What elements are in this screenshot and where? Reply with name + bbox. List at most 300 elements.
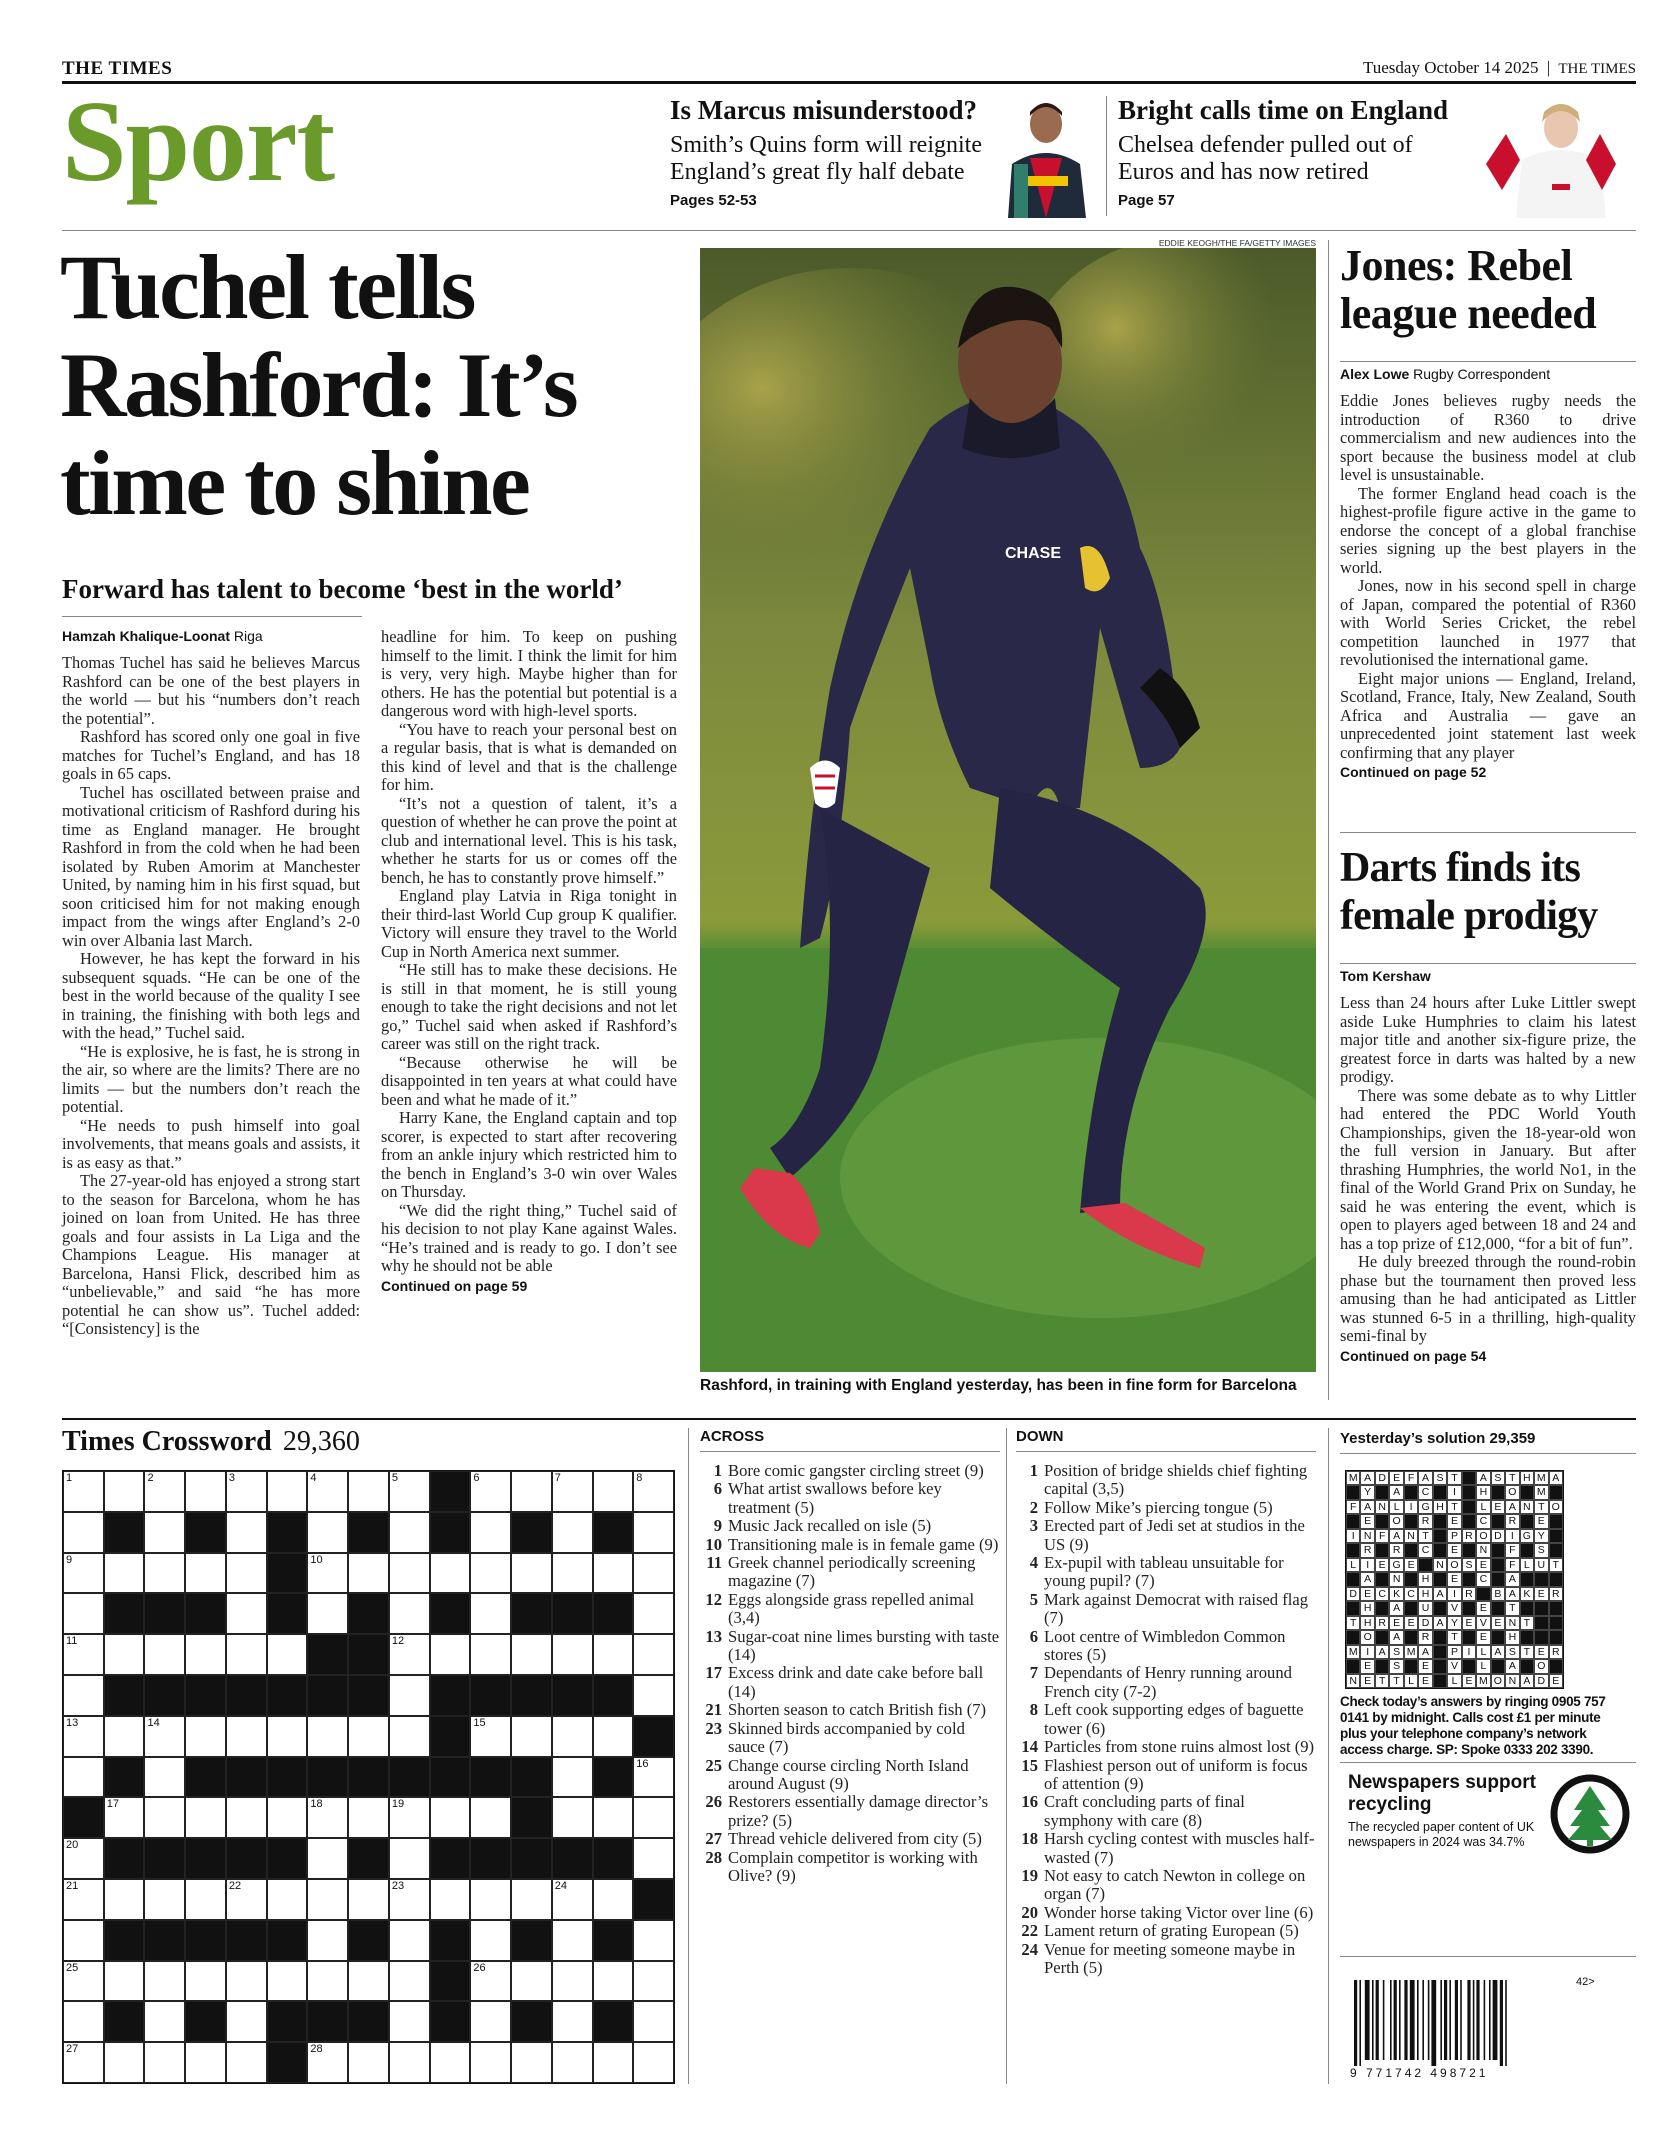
grid-cell[interactable] bbox=[307, 1961, 348, 2002]
solution-letter: G bbox=[1418, 1500, 1432, 1514]
grid-cell[interactable] bbox=[144, 2042, 185, 2083]
grid-block bbox=[185, 1593, 226, 1634]
crossword-grid[interactable] bbox=[62, 1470, 675, 2084]
across-clue[interactable] bbox=[700, 1462, 1000, 1480]
grid-cell[interactable] bbox=[63, 1838, 104, 1879]
teaser-pages: Page 57 bbox=[1118, 192, 1175, 209]
grid-cell[interactable] bbox=[348, 1879, 389, 1920]
grid-block bbox=[226, 1920, 267, 1961]
grid-cell[interactable] bbox=[511, 1553, 552, 1594]
grid-cell[interactable] bbox=[389, 1675, 430, 1716]
grid-cell[interactable] bbox=[144, 1471, 185, 1512]
solution-letter: M bbox=[1346, 1471, 1360, 1485]
grid-cell[interactable] bbox=[593, 1961, 634, 2002]
solution-letter: A bbox=[1476, 1471, 1490, 1485]
masthead-paper-right: THE TIMES bbox=[1558, 61, 1636, 77]
down-clue[interactable] bbox=[1016, 1554, 1316, 1591]
grid-cell[interactable] bbox=[104, 1716, 145, 1757]
jones-byline: Alex Lowe Rugby Correspondent bbox=[1340, 366, 1551, 382]
masthead-paper-name: THE TIMES bbox=[62, 58, 173, 79]
grid-cell[interactable] bbox=[593, 1716, 634, 1757]
recycling-title: Newspapers support recycling bbox=[1348, 1772, 1536, 1815]
grid-cell[interactable] bbox=[511, 1471, 552, 1512]
down-clue[interactable] bbox=[1016, 1904, 1316, 1922]
grid-cell[interactable] bbox=[307, 1553, 348, 1594]
grid-cell[interactable] bbox=[267, 1797, 308, 1838]
main-byline: Hamzah Khalique-Loonat Riga bbox=[62, 628, 263, 644]
grid-cell[interactable] bbox=[104, 1634, 145, 1675]
grid-cell[interactable] bbox=[633, 1961, 674, 2002]
solution-letter: T bbox=[1389, 1674, 1403, 1688]
solution-letter: T bbox=[1505, 1601, 1519, 1615]
solution-letter: T bbox=[1418, 1529, 1432, 1543]
across-clue[interactable] bbox=[700, 1830, 1000, 1848]
grid-block bbox=[144, 1920, 185, 1961]
jones-continued-link[interactable]: Continued on page 52 bbox=[1340, 764, 1487, 780]
solution-letter: N bbox=[1433, 1558, 1447, 1572]
clue-text: Change course circling North Island around August (9) bbox=[728, 1755, 969, 1793]
grid-cell[interactable] bbox=[144, 1634, 185, 1675]
grid-cell[interactable] bbox=[185, 1553, 226, 1594]
grid-cell[interactable] bbox=[593, 1797, 634, 1838]
grid-cell[interactable] bbox=[552, 2001, 593, 2042]
grid-cell[interactable] bbox=[511, 2042, 552, 2083]
solution-letter: T bbox=[1346, 1616, 1360, 1630]
barcode-bar bbox=[1383, 1980, 1385, 2060]
grid-cell[interactable] bbox=[267, 1634, 308, 1675]
grid-cell[interactable] bbox=[633, 2042, 674, 2083]
grid-cell[interactable] bbox=[511, 1961, 552, 2002]
grid-cell[interactable] bbox=[307, 1471, 348, 1512]
body-paragraph: Eight major unions — England, Ireland, Scotland, France, Italy, New Zealand, South Africa and Australia — gave an unprecedented joint statement last week confirming that any player bbox=[1340, 668, 1636, 762]
grid-cell[interactable] bbox=[633, 1757, 674, 1798]
clue-text: Venue for meeting someone maybe in Perth (5) bbox=[1044, 1939, 1296, 1977]
main-col-1 bbox=[62, 628, 360, 1339]
grid-cell[interactable] bbox=[226, 1716, 267, 1757]
solution-letter: A bbox=[1418, 1645, 1432, 1659]
body-paragraph: “It’s not a question of talent, it’s a question of whether he can prove the point at club and international level. This is his task, whether he starts for us or comes off the bench, he has to constantly prove himself.” bbox=[381, 793, 677, 887]
across-clue[interactable] bbox=[700, 1591, 1000, 1628]
body-paragraph: However, he has kept the forward in his subsequent squads. “He can be one of the best in the world because of the quality I see in training, the finishing with both legs and with the head,” Tuchel said. bbox=[62, 949, 360, 1042]
barcode-bar bbox=[1455, 1980, 1458, 2060]
across-clue[interactable] bbox=[700, 1480, 1000, 1517]
solution-letter: D bbox=[1534, 1674, 1548, 1688]
solution-block bbox=[1534, 1572, 1548, 1586]
grid-cell[interactable] bbox=[104, 1797, 145, 1838]
grid-cell[interactable] bbox=[104, 1961, 145, 2002]
grid-cell[interactable] bbox=[389, 1879, 430, 1920]
grid-cell[interactable] bbox=[552, 1757, 593, 1798]
down-clue[interactable] bbox=[1016, 1941, 1316, 1978]
grid-cell[interactable] bbox=[104, 1553, 145, 1594]
grid-cell[interactable] bbox=[430, 1879, 471, 1920]
grid-cell[interactable] bbox=[348, 1961, 389, 2002]
grid-block bbox=[144, 1838, 185, 1879]
darts-continued-link[interactable]: Continued on page 54 bbox=[1340, 1347, 1487, 1364]
across-clue[interactable] bbox=[700, 1536, 1000, 1554]
grid-cell[interactable] bbox=[633, 1838, 674, 1879]
grid-cell[interactable] bbox=[470, 1879, 511, 1920]
grid-cell[interactable] bbox=[185, 1634, 226, 1675]
grid-cell[interactable] bbox=[552, 1920, 593, 1961]
grid-cell[interactable] bbox=[104, 1471, 145, 1512]
grid-cell[interactable] bbox=[226, 1553, 267, 1594]
solution-letter: H bbox=[1520, 1471, 1534, 1485]
grid-cell[interactable] bbox=[470, 1920, 511, 1961]
across-clue[interactable] bbox=[700, 1720, 1000, 1757]
grid-cell[interactable] bbox=[63, 1920, 104, 1961]
solution-block bbox=[1549, 1514, 1563, 1528]
grid-cell[interactable] bbox=[348, 1716, 389, 1757]
grid-cell[interactable] bbox=[307, 1593, 348, 1634]
solution-letter: A bbox=[1505, 1500, 1519, 1514]
solution-letter: Y bbox=[1360, 1485, 1374, 1499]
grid-block bbox=[307, 2001, 348, 2042]
grid-cell[interactable] bbox=[63, 2042, 104, 2083]
solution-letter: U bbox=[1418, 1601, 1432, 1615]
grid-block bbox=[307, 1675, 348, 1716]
grid-cell[interactable] bbox=[63, 1593, 104, 1634]
grid-cell[interactable] bbox=[552, 1961, 593, 2002]
standfirst-rule bbox=[62, 616, 362, 617]
grid-cell[interactable] bbox=[226, 2042, 267, 2083]
grid-cell[interactable] bbox=[226, 1593, 267, 1634]
grid-cell[interactable] bbox=[470, 1512, 511, 1553]
grid-cell[interactable] bbox=[552, 1879, 593, 1920]
grid-cell[interactable] bbox=[63, 1961, 104, 2002]
grid-block bbox=[470, 1838, 511, 1879]
grid-cell[interactable] bbox=[593, 1634, 634, 1675]
solution-letter: A bbox=[1433, 1616, 1447, 1630]
down-clue[interactable] bbox=[1016, 1738, 1316, 1756]
grid-cell[interactable] bbox=[307, 1838, 348, 1879]
grid-block bbox=[511, 1512, 552, 1553]
grid-cell[interactable] bbox=[470, 1634, 511, 1675]
clue-text: Shorten season to catch British fish (7) bbox=[728, 1700, 987, 1720]
solution-letter: I bbox=[1360, 1645, 1374, 1659]
grid-cell[interactable] bbox=[144, 1961, 185, 2002]
across-clue[interactable] bbox=[700, 1517, 1000, 1535]
solution-letter: E bbox=[1534, 1587, 1548, 1601]
grid-cell[interactable] bbox=[389, 1634, 430, 1675]
grid-cell[interactable] bbox=[267, 1961, 308, 2002]
grid-cell[interactable] bbox=[552, 1512, 593, 1553]
grid-cell[interactable] bbox=[633, 1920, 674, 1961]
solution-block bbox=[1375, 1572, 1389, 1586]
solution-block bbox=[1346, 1543, 1360, 1557]
shirt-sponsor: CHASE bbox=[1005, 545, 1062, 562]
grid-cell[interactable] bbox=[307, 1512, 348, 1553]
grid-cell[interactable] bbox=[185, 2042, 226, 2083]
solution-block bbox=[1346, 1630, 1360, 1644]
grid-cell[interactable] bbox=[63, 1471, 104, 1512]
grid-cell[interactable] bbox=[389, 1920, 430, 1961]
solution-letter: N bbox=[1346, 1674, 1360, 1688]
grid-cell[interactable] bbox=[470, 1716, 511, 1757]
grid-cell[interactable] bbox=[552, 1634, 593, 1675]
solution-block bbox=[1433, 1674, 1447, 1688]
grid-cell[interactable] bbox=[593, 2042, 634, 2083]
teaser-bright[interactable] bbox=[1118, 94, 1636, 218]
grid-cell[interactable] bbox=[185, 1797, 226, 1838]
grid-cell[interactable] bbox=[389, 1797, 430, 1838]
grid-block bbox=[552, 1838, 593, 1879]
across-clue[interactable] bbox=[700, 1793, 1000, 1830]
grid-cell[interactable] bbox=[144, 1757, 185, 1798]
grid-cell[interactable] bbox=[389, 1471, 430, 1512]
solution-block bbox=[1375, 1630, 1389, 1644]
grid-cell[interactable] bbox=[633, 1471, 674, 1512]
grid-cell[interactable] bbox=[633, 1593, 674, 1634]
solution-letter: F bbox=[1505, 1558, 1519, 1572]
solution-letter: N bbox=[1505, 1616, 1519, 1630]
crossword-header bbox=[62, 1426, 360, 1458]
grid-cell[interactable] bbox=[470, 1553, 511, 1594]
solution-letter: A bbox=[1418, 1471, 1432, 1485]
grid-cell[interactable] bbox=[63, 1512, 104, 1553]
clue-number: 2 bbox=[1029, 1497, 1038, 1517]
clue-number: 6 bbox=[713, 1479, 722, 1499]
grid-cell[interactable] bbox=[226, 1797, 267, 1838]
grid-cell[interactable] bbox=[104, 2042, 145, 2083]
solution-letter: K bbox=[1520, 1587, 1534, 1601]
grid-cell[interactable] bbox=[389, 2001, 430, 2042]
solution-letter: R bbox=[1462, 1529, 1476, 1543]
grid-cell[interactable] bbox=[389, 1716, 430, 1757]
grid-block bbox=[593, 1593, 634, 1634]
grid-cell[interactable] bbox=[267, 1716, 308, 1757]
grid-cell[interactable] bbox=[348, 2042, 389, 2083]
grid-cell[interactable] bbox=[389, 1838, 430, 1879]
grid-cell[interactable] bbox=[470, 1593, 511, 1634]
grid-block bbox=[267, 1593, 308, 1634]
solution-block bbox=[1520, 1514, 1534, 1528]
grid-block bbox=[511, 1920, 552, 1961]
grid-cell[interactable] bbox=[593, 1553, 634, 1594]
grid-block bbox=[348, 2001, 389, 2042]
across-clue[interactable] bbox=[700, 1664, 1000, 1701]
solution-block bbox=[1433, 1645, 1447, 1659]
grid-cell[interactable] bbox=[307, 1797, 348, 1838]
grid-cell[interactable] bbox=[348, 1471, 389, 1512]
grid-cell[interactable] bbox=[267, 1471, 308, 1512]
grid-cell[interactable] bbox=[470, 2042, 511, 2083]
grid-block bbox=[511, 1797, 552, 1838]
grid-cell[interactable] bbox=[633, 1634, 674, 1675]
grid-cell[interactable] bbox=[63, 1716, 104, 1757]
grid-cell[interactable] bbox=[226, 2001, 267, 2042]
grid-cell[interactable] bbox=[63, 1675, 104, 1716]
solution-letter: C bbox=[1476, 1514, 1490, 1528]
grid-cell[interactable] bbox=[63, 1634, 104, 1675]
barcode-bar bbox=[1428, 1980, 1430, 2060]
solution-block bbox=[1462, 1471, 1476, 1485]
grid-number: 18 bbox=[310, 1798, 323, 1811]
grid-cell[interactable] bbox=[144, 1879, 185, 1920]
grid-cell[interactable] bbox=[430, 2042, 471, 2083]
solution-letter: E bbox=[1491, 1616, 1505, 1630]
down-clue[interactable] bbox=[1016, 1757, 1316, 1794]
grid-cell[interactable] bbox=[389, 1961, 430, 2002]
grid-cell[interactable] bbox=[552, 1553, 593, 1594]
grid-cell[interactable] bbox=[144, 1716, 185, 1757]
down-clue[interactable] bbox=[1016, 1701, 1316, 1738]
grid-cell[interactable] bbox=[633, 1797, 674, 1838]
grid-cell[interactable] bbox=[389, 2042, 430, 2083]
grid-block bbox=[348, 1920, 389, 1961]
grid-cell[interactable] bbox=[593, 1471, 634, 1512]
grid-cell[interactable] bbox=[633, 2001, 674, 2042]
grid-cell[interactable] bbox=[633, 1675, 674, 1716]
down-clue[interactable] bbox=[1016, 1517, 1316, 1554]
grid-cell[interactable] bbox=[226, 1512, 267, 1553]
solution-block bbox=[1520, 1485, 1534, 1499]
across-clue[interactable] bbox=[700, 1628, 1000, 1665]
solution-block bbox=[1476, 1587, 1490, 1601]
across-clue[interactable] bbox=[700, 1757, 1000, 1794]
teaser-rashford[interactable] bbox=[670, 94, 1102, 218]
down-clue[interactable] bbox=[1016, 1830, 1316, 1867]
solution-divider bbox=[1328, 1428, 1329, 2084]
grid-cell[interactable] bbox=[470, 2001, 511, 2042]
down-clue[interactable] bbox=[1016, 1462, 1316, 1499]
grid-cell[interactable] bbox=[144, 1797, 185, 1838]
solution-letter: C bbox=[1476, 1572, 1490, 1586]
solution-letter: E bbox=[1534, 1514, 1548, 1528]
grid-cell[interactable] bbox=[226, 1879, 267, 1920]
grid-cell[interactable] bbox=[552, 2042, 593, 2083]
grid-block bbox=[511, 1838, 552, 1879]
grid-cell[interactable] bbox=[348, 1553, 389, 1594]
clue-text: Eggs alongside grass repelled animal (3,4) bbox=[728, 1589, 975, 1628]
grid-block bbox=[593, 1757, 634, 1798]
grid-cell[interactable] bbox=[63, 1757, 104, 1798]
barcode-digits: 9 771742 498721 bbox=[1350, 2066, 1489, 2080]
grid-cell[interactable] bbox=[63, 1879, 104, 1920]
grid-cell[interactable] bbox=[63, 1553, 104, 1594]
teaser-player-image bbox=[990, 94, 1102, 218]
clue-text: Follow Mike’s piercing tongue (5) bbox=[1044, 1497, 1273, 1517]
clue-number: 11 bbox=[706, 1553, 722, 1573]
grid-cell[interactable] bbox=[348, 1797, 389, 1838]
grid-cell[interactable] bbox=[552, 1716, 593, 1757]
solution-letter: E bbox=[1360, 1587, 1374, 1601]
down-clue[interactable] bbox=[1016, 1628, 1316, 1665]
clue-number: 15 bbox=[1021, 1755, 1038, 1775]
grid-cell[interactable] bbox=[389, 1553, 430, 1594]
grid-cell[interactable] bbox=[144, 2001, 185, 2042]
grid-cell[interactable] bbox=[226, 1961, 267, 2002]
solution-letter: F bbox=[1346, 1500, 1360, 1514]
grid-cell[interactable] bbox=[104, 1879, 145, 1920]
grid-cell[interactable] bbox=[307, 1920, 348, 1961]
solution-letter: O bbox=[1534, 1659, 1548, 1673]
solution-grid bbox=[1345, 1470, 1564, 1689]
down-clue[interactable] bbox=[1016, 1499, 1316, 1517]
barcode-issue: 42> bbox=[1576, 1976, 1595, 1988]
grid-block bbox=[348, 1512, 389, 1553]
grid-cell[interactable] bbox=[593, 1879, 634, 1920]
barcode bbox=[1350, 1976, 1610, 2080]
grid-cell[interactable] bbox=[470, 1471, 511, 1512]
grid-cell[interactable] bbox=[470, 1797, 511, 1838]
grid-cell[interactable] bbox=[430, 1553, 471, 1594]
grid-cell[interactable] bbox=[430, 1797, 471, 1838]
down-clue[interactable] bbox=[1016, 1664, 1316, 1701]
grid-cell[interactable] bbox=[511, 1634, 552, 1675]
grid-cell[interactable] bbox=[185, 1879, 226, 1920]
down-clue[interactable] bbox=[1016, 1793, 1316, 1830]
solution-letter: V bbox=[1447, 1659, 1461, 1673]
main-standfirst: Forward has talent to become ‘best in the world’ bbox=[62, 574, 623, 604]
clue-number: 7 bbox=[1029, 1663, 1038, 1683]
solution-block bbox=[1375, 1601, 1389, 1615]
down-clue[interactable] bbox=[1016, 1922, 1316, 1940]
grid-cell[interactable] bbox=[185, 1961, 226, 2002]
grid-cell[interactable] bbox=[430, 1634, 471, 1675]
grid-cell[interactable] bbox=[633, 1512, 674, 1553]
grid-cell[interactable] bbox=[267, 1879, 308, 1920]
teaser-headline: Is Marcus misunderstood? bbox=[670, 95, 978, 125]
grid-number: 11 bbox=[66, 1635, 78, 1648]
grid-cell[interactable] bbox=[389, 1512, 430, 1553]
solution-letter: S bbox=[1389, 1659, 1403, 1673]
grid-cell[interactable] bbox=[470, 1961, 511, 2002]
solution-letter: E bbox=[1476, 1601, 1490, 1615]
grid-cell[interactable] bbox=[226, 1471, 267, 1512]
across-clue[interactable] bbox=[700, 1701, 1000, 1719]
grid-cell[interactable] bbox=[511, 1716, 552, 1757]
down-clue[interactable] bbox=[1016, 1591, 1316, 1628]
grid-number: 22 bbox=[228, 1879, 242, 1892]
grid-number: 23 bbox=[391, 1879, 405, 1892]
clue-number: 17 bbox=[705, 1663, 722, 1683]
grid-cell[interactable] bbox=[144, 1512, 185, 1553]
grid-block bbox=[307, 1634, 348, 1675]
grid-cell[interactable] bbox=[307, 1879, 348, 1920]
grid-cell[interactable] bbox=[226, 1634, 267, 1675]
across-clue[interactable] bbox=[700, 1849, 1000, 1886]
grid-block bbox=[104, 1838, 145, 1879]
grid-cell[interactable] bbox=[552, 1471, 593, 1512]
across-clue[interactable] bbox=[700, 1554, 1000, 1591]
down-clue[interactable] bbox=[1016, 1867, 1316, 1904]
barcode-bar bbox=[1376, 1980, 1379, 2060]
grid-cell[interactable] bbox=[552, 1797, 593, 1838]
main-continued-link[interactable]: Continued on page 59 bbox=[381, 1277, 528, 1294]
grid-number: 12 bbox=[391, 1635, 405, 1648]
grid-cell[interactable] bbox=[389, 1593, 430, 1634]
grid-cell[interactable] bbox=[307, 2042, 348, 2083]
solution-letter: L bbox=[1476, 1659, 1490, 1673]
grid-cell[interactable] bbox=[63, 2001, 104, 2042]
solution-block bbox=[1346, 1601, 1360, 1615]
grid-cell[interactable] bbox=[185, 1716, 226, 1757]
grid-cell[interactable] bbox=[307, 1716, 348, 1757]
grid-block bbox=[511, 2001, 552, 2042]
body-paragraph: Thomas Tuchel has said he believes Marcus Rashford can be one of the best players in the world — but his “numbers don’t reach the potential”. bbox=[62, 653, 360, 728]
grid-cell[interactable] bbox=[144, 1553, 185, 1594]
solution-letter: H bbox=[1418, 1572, 1432, 1586]
grid-cell[interactable] bbox=[511, 1879, 552, 1920]
grid-block bbox=[430, 1838, 471, 1879]
grid-block bbox=[104, 1757, 145, 1798]
grid-cell[interactable] bbox=[185, 1471, 226, 1512]
grid-cell[interactable] bbox=[633, 1553, 674, 1594]
grid-number: 24 bbox=[554, 1879, 568, 1892]
grid-number: 7 bbox=[554, 1472, 561, 1484]
solution-block bbox=[1534, 1630, 1548, 1644]
